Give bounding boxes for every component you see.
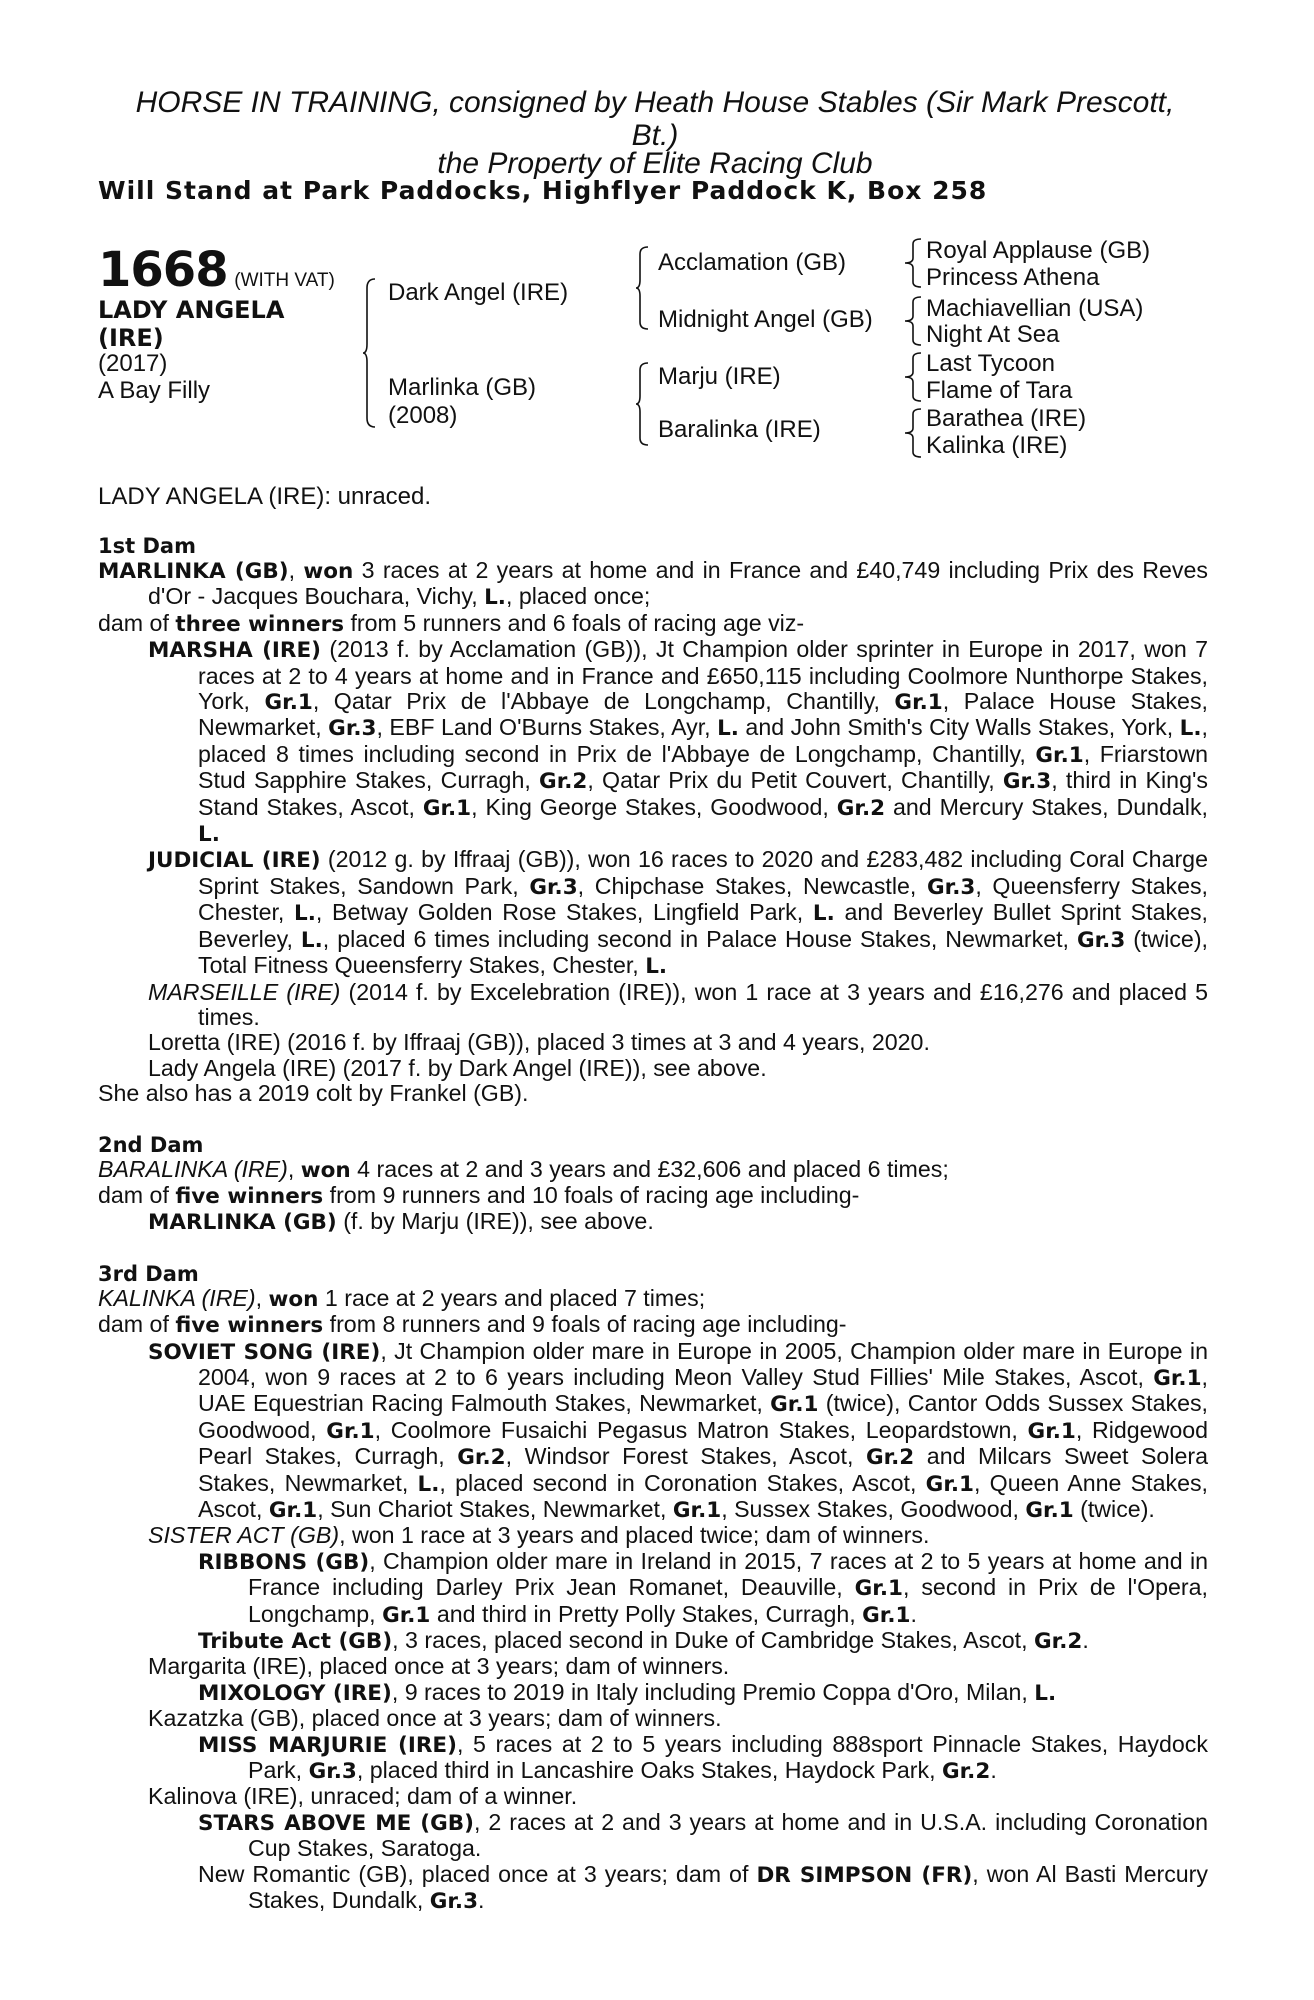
produce-record [98, 1286, 1208, 1312]
produce-record [98, 1081, 1208, 1106]
produce-record [98, 1784, 1208, 1809]
text-run: , 9 races to 2019 in Italy including Premio Coppa d'Oro, Milan, [391, 1678, 1035, 1705]
bold-text: Gr.3 [429, 1889, 479, 1915]
text-run: , Coolmore Fusaichi Pegasus Matron Stakes, Leopardstown, [374, 1416, 1028, 1443]
text-run: (twice), Cantor Odds Sussex Stakes, Goodwood, [198, 1390, 1209, 1443]
text-run: , second in Prix de l'Opera, Longchamp, [248, 1574, 1208, 1627]
bold-text: L. [484, 585, 506, 611]
text-run: , Sussex Stakes, Goodwood, [721, 1496, 1026, 1522]
text-run: , third in King's Stand Stakes, Ascot, [198, 767, 1208, 820]
bold-text: MARSHA (IRE) [148, 638, 321, 664]
bold-text: Gr.1 [268, 1498, 318, 1523]
bold-text: Gr.1 [264, 690, 313, 716]
bold-text: five winners [175, 1183, 324, 1209]
text-run: 4 races at 2 and 3 years and £32,606 and placed 6 times; [350, 1155, 949, 1182]
bold-text: Gr.1 [326, 1418, 375, 1444]
bold-text: Gr.3 [529, 874, 578, 900]
pedigree-brace-ggs-2 [904, 296, 922, 346]
text-run: dam of [98, 609, 176, 636]
bold-text: Gr.1 [1153, 1365, 1202, 1391]
stand-location: Will Stand at Park Paddocks, Highflyer Paddock K, Box 258 [98, 176, 988, 205]
text-run: , Qatar Prix de l'Abbaye de Longchamp, Chantilly, [312, 688, 895, 715]
italic-text: SISTER ACT (GB) [148, 1522, 340, 1549]
bold-text: Gr.1 [925, 1471, 974, 1497]
text-run: , placed second in Coronation Stakes, Ascot, [439, 1469, 926, 1496]
text-run: , 5 races at 2 to 5 years including 888sport Pinnacle Stakes, Haydock Park, [248, 1730, 1208, 1784]
vat-note: (WITH VAT) [234, 270, 335, 291]
text-run: , Betway Golden Rose Stakes, Lingfield Park, [315, 899, 813, 926]
horse-foaling-year: (2017) [98, 350, 168, 377]
text-run: and John Smith's City Walls Stakes, York, [738, 714, 1180, 741]
bold-text: L. [1034, 1680, 1057, 1706]
produce-record [98, 847, 1208, 979]
catalogue-heading-line-1: HORSE IN TRAINING, consigned by Heath House Stables (Sir Mark Prescott, [135, 86, 1175, 119]
dam-section-heading: 3rd Dam [98, 1261, 199, 1286]
pedigree-dam: Marlinka (GB) [388, 374, 537, 401]
bold-text: Gr.2 [836, 795, 886, 821]
text-run: , Windsor Forest Stakes, Ascot, [505, 1443, 866, 1470]
text-run: , King George Stakes, Goodwood, [471, 793, 837, 820]
bold-text: won [268, 1286, 319, 1312]
text-run: , Champion older mare in Ireland in 2015, 7 races at 2 to 5 years at home and in France including Darley Prix Jean Romanet, Deauville, [248, 1547, 1209, 1601]
bold-text: Gr.3 [1002, 769, 1052, 795]
bold-text: Gr.3 [1076, 927, 1126, 953]
text-run: , won Al Basti Mercury Stakes, Dundalk, [248, 1860, 1208, 1914]
text-run: , Queensferry Stakes, Chester, [198, 872, 1208, 926]
text-run: dam of [98, 1311, 176, 1338]
produce-record [98, 611, 1208, 637]
bold-text: L. [294, 901, 316, 927]
pedigree-brace-ggs-3 [904, 352, 922, 402]
pedigree-ggs: Barathea (IRE) [926, 405, 1087, 432]
pedigree-brace-main [362, 278, 376, 428]
produce-record [98, 1706, 1208, 1731]
text-run: Loretta (IRE) (2016 f. by Iffraaj (GB)), placed 3 times at 3 and 4 years, 2020. [148, 1029, 930, 1056]
produce-record [98, 1862, 1208, 1915]
text-run: , Qatar Prix du Petit Couvert, Chantilly, [587, 767, 1003, 794]
text-run: , [255, 1284, 269, 1311]
text-run: , 2 races at 2 and 3 years at home and in U.S.A. including Coronation Cup Stakes, Saratoga. [248, 1808, 1208, 1862]
bold-text: RIBBONS (GB) [198, 1549, 370, 1575]
text-run: . [990, 1757, 997, 1784]
text-run: (f. by Marju (IRE)), see above. [336, 1208, 654, 1235]
pedigree-brace-dam-line [635, 362, 649, 446]
text-run: (twice), Total Fitness Queensferry Stakes, Chester, [198, 925, 1208, 979]
race-record-summary: LADY ANGELA (IRE): unraced. [98, 483, 432, 510]
pedigree-brace-ggs-1 [904, 238, 922, 288]
bold-text: Gr.3 [308, 1759, 357, 1785]
italic-text: BARALINKA (IRE) [98, 1155, 288, 1182]
produce-record [98, 980, 1208, 1031]
text-run: , Palace House Stakes, Newmarket, [198, 688, 1208, 741]
text-run: , placed 8 times including second in Prix de l'Abbaye de Longchamp, Chantilly, [198, 714, 1208, 767]
text-run: , UAE Equestrian Racing Falmouth Stakes, Newmarket, [198, 1363, 1208, 1417]
bold-text: MARLINKA (GB) [148, 1210, 337, 1236]
bold-text: MARLINKA (GB) [98, 559, 289, 584]
bold-text: Gr.2 [865, 1445, 915, 1471]
bold-text: Gr.1 [894, 690, 943, 716]
pedigree-dam-sire: Marju (IRE) [658, 363, 781, 390]
bold-text: Gr.2 [539, 769, 588, 795]
pedigree-sire-dam: Midnight Angel (GB) [658, 306, 873, 333]
text-run: . [910, 1600, 917, 1627]
text-run: from 9 runners and 10 foals of racing age including- [323, 1181, 860, 1208]
pedigree-ggs: Machiavellian (USA) [926, 295, 1144, 322]
bold-text: L. [417, 1471, 440, 1497]
text-run: , [288, 557, 304, 583]
text-run: , 3 races, placed second in Duke of Cambridge Stakes, Ascot, [392, 1627, 1035, 1654]
dam-section-heading: 2nd Dam [98, 1132, 204, 1157]
bold-text: L. [812, 901, 835, 927]
pedigree-ggs: Last Tycoon [926, 350, 1055, 377]
produce-record [98, 1209, 1208, 1235]
pedigree-brace-ggs-4 [904, 408, 922, 458]
text-run: (twice). [1073, 1496, 1155, 1522]
produce-record [98, 1523, 1208, 1548]
text-run: 1 race at 2 years and placed 7 times; [318, 1284, 706, 1311]
text-run: (2012 g. by Iffraaj (GB)), won 16 races to 2020 and £283,482 including Coral Charge Sprint Stakes, Sandown Park, [198, 846, 1208, 899]
produce-record [98, 1810, 1208, 1862]
bold-text: L. [1179, 716, 1202, 742]
produce-record [98, 1732, 1208, 1785]
bold-text: MISS MARJURIE (IRE) [198, 1732, 457, 1758]
bold-text: Gr.2 [457, 1445, 506, 1471]
bold-text: Gr.2 [1034, 1629, 1083, 1655]
dam-section-heading: 1st Dam [98, 534, 196, 558]
text-run: from 5 runners and 6 foals of racing age viz- [344, 609, 805, 636]
bold-text: MIXOLOGY (IRE) [198, 1680, 392, 1706]
bold-text: Gr.1 [1035, 742, 1084, 768]
text-run: She also has a 2019 colt by Frankel (GB). [98, 1080, 529, 1107]
text-run: (2014 f. by Excelebration (IRE)), won 1 race at 3 years and £16,276 and placed 5 times. [198, 978, 1208, 1030]
bold-text: won [303, 559, 354, 584]
text-run: Lady Angela (IRE) (2017 f. by Dark Angel (IRE)), see above. [148, 1054, 767, 1081]
bold-text: Gr.1 [382, 1602, 431, 1628]
bold-text: STARS ABOVE ME (GB) [198, 1810, 474, 1836]
bold-text: three winners [175, 611, 345, 637]
bold-text: Gr.1 [672, 1498, 722, 1523]
bold-text: won [300, 1157, 351, 1183]
text-run: and Beverley Bullet Sprint Stakes, Beverley, [198, 899, 1208, 952]
text-run: , Chipchase Stakes, Newcastle, [577, 872, 928, 899]
horse-name-suffix: (IRE) [98, 324, 164, 352]
produce-record [98, 1056, 1208, 1081]
text-run: from 8 runners and 9 foals of racing age including- [323, 1311, 847, 1338]
text-run: (2013 f. by Acclamation (GB)), Jt Champion older sprinter in Europe in 2017, won 7 races at 2 to 4 years at home and in France and £650,115 including Coolmore Nunthorpe Stakes, York, [198, 636, 1208, 715]
pedigree-sire-sire: Acclamation (GB) [658, 249, 847, 276]
catalogue-heading-line-3: the Property of Elite Racing Club [437, 147, 873, 180]
text-run: , EBF Land O'Burns Stakes, Ayr, [376, 714, 718, 741]
pedigree-ggs: Princess Athena [926, 264, 1100, 291]
horse-name: LADY ANGELA [98, 296, 285, 324]
pedigree-sire: Dark Angel (IRE) [388, 279, 569, 306]
text-run: , Jt Champion older mare in Europe in 2005, Champion older mare in Europe in 2004, won 9 races at 2 to 6 years including Meon Valley Stud Fillies' Mile Stakes, Ascot, [198, 1337, 1208, 1390]
bold-text: Gr.1 [770, 1392, 819, 1418]
produce-record [98, 1339, 1208, 1524]
text-run: , Friarstown Stud Sapphire Stakes, Curragh, [198, 740, 1208, 794]
bold-text: L. [717, 716, 739, 742]
text-run: dam of [98, 1181, 176, 1208]
bold-text: Gr.1 [862, 1602, 911, 1628]
text-run: Kalinova (IRE), unraced; dam of a winner. [148, 1783, 578, 1810]
text-run: , won 1 race at 3 years and placed twice; dam of winners. [339, 1522, 930, 1549]
produce-record [98, 1157, 1208, 1183]
text-run: , placed once; [505, 583, 651, 610]
italic-text: MARSEILLE (IRE) [148, 978, 341, 1005]
bold-text: Gr.3 [328, 716, 377, 742]
pedigree-dam-year: (2008) [388, 402, 458, 429]
text-run: and Milcars Sweet Solera Stakes, Newmarket, [198, 1443, 1208, 1496]
pedigree-dam-dam: Baralinka (IRE) [658, 416, 821, 443]
text-run: , placed 6 times including second in Palace House Stakes, Newmarket, [322, 925, 1077, 952]
bold-text: DR SIMPSON (FR) [756, 1862, 973, 1888]
pedigree-ggs: Night At Sea [926, 321, 1060, 348]
bold-text: Gr.1 [1025, 1498, 1074, 1523]
produce-record [98, 637, 1208, 847]
bold-text: Gr.1 [854, 1576, 903, 1602]
text-run: , placed third in Lancashire Oaks Stakes, Haydock Park, [356, 1757, 942, 1784]
bold-text: Gr.1 [422, 795, 472, 821]
text-run: . [478, 1887, 485, 1914]
produce-record [98, 1654, 1208, 1679]
bold-text: SOVIET SONG (IRE) [148, 1339, 381, 1365]
bold-text: L. [300, 927, 323, 953]
catalogue-heading-line-2: Bt.) [631, 119, 679, 152]
text-run: , [287, 1155, 301, 1182]
text-run: New Romantic (GB), placed once at 3 years; dam of [198, 1860, 757, 1887]
text-run: , Ridgewood Pearl Stakes, Curragh, [198, 1416, 1209, 1470]
bold-text: Gr.3 [927, 874, 976, 900]
lot-number: 1668 [98, 242, 228, 298]
bold-text: L. [645, 954, 668, 980]
text-run: and Mercury Stakes, Dundalk, [885, 793, 1208, 820]
produce-record [98, 1183, 1208, 1209]
bold-text: JUDICIAL (IRE) [148, 848, 321, 874]
horse-description: A Bay Filly [98, 377, 211, 404]
produce-record [98, 1312, 1208, 1338]
bold-text: L. [198, 822, 220, 848]
pedigree-ggs: Flame of Tara [926, 377, 1073, 404]
text-run: and third in Pretty Polly Stakes, Curragh, [430, 1600, 863, 1627]
bold-text: Tribute Act (GB) [198, 1629, 393, 1655]
bold-text: five winners [175, 1313, 324, 1339]
produce-record [98, 1628, 1208, 1654]
text-run: . [1082, 1627, 1089, 1654]
text-run: , Sun Chariot Stakes, Newmarket, [317, 1496, 673, 1522]
produce-record [98, 558, 1208, 611]
pedigree-ggs: Royal Applause (GB) [926, 237, 1151, 264]
bold-text: Gr.1 [1027, 1418, 1076, 1444]
text-run: Kazatzka (GB), placed once at 3 years; dam of winners. [148, 1705, 722, 1732]
bold-text: Gr.2 [942, 1759, 991, 1785]
produce-record [98, 1680, 1208, 1706]
pedigree-ggs: Kalinka (IRE) [926, 432, 1068, 459]
produce-record [98, 1030, 1208, 1055]
text-run: 3 races at 2 years at home and in France and £40,749 including Prix des Reves d'Or - Jacques Bouchara, Vichy, [148, 557, 1208, 610]
produce-record [98, 1549, 1208, 1628]
pedigree-brace-sire-line [635, 246, 649, 330]
italic-text: KALINKA (IRE) [98, 1284, 256, 1311]
dam-sections [98, 534, 1208, 1915]
text-run: Margarita (IRE), placed once at 3 years; dam of winners. [148, 1653, 730, 1680]
text-run: , Queen Anne Stakes, Ascot, [198, 1469, 1208, 1522]
